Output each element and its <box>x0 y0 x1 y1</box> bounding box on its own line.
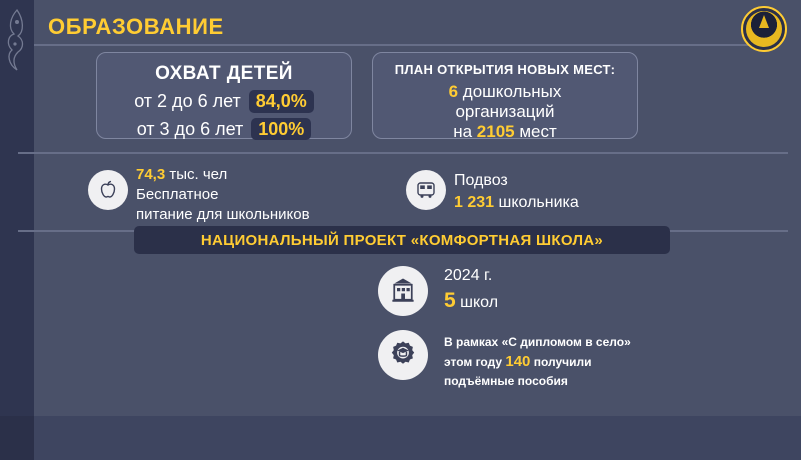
coverage-row <box>97 90 351 113</box>
footer-strip <box>0 416 801 460</box>
plan-organizations-count: 6 <box>448 82 459 101</box>
diploma-line2-suffix: получили <box>533 355 592 370</box>
gear-glyph <box>387 339 419 371</box>
plan-places-suffix: мест <box>519 122 557 142</box>
gear-graduate-icon <box>378 330 428 380</box>
diploma-program-text <box>444 334 631 391</box>
transport-line1: Подвоз <box>454 172 508 189</box>
coverage-row-value: 84,0% <box>249 90 314 113</box>
plan-places-prefix: на <box>453 122 473 142</box>
apple-icon <box>88 170 128 210</box>
schools-unit: школ <box>460 293 499 311</box>
plan-places-count: 2105 <box>476 122 515 142</box>
floral-ornament-icon <box>2 8 32 72</box>
emblem-inner-shape <box>746 11 782 47</box>
header-divider <box>34 44 754 46</box>
footer-accent-block <box>0 416 34 460</box>
free-meals-line3: питание для школьников <box>136 205 310 223</box>
transport-number: 1 231 <box>454 193 495 211</box>
transport-text <box>454 170 579 213</box>
diploma-line2-prefix: этом году <box>444 355 503 370</box>
bus-glyph <box>414 178 438 202</box>
page-title: ОБРАЗОВАНИЕ <box>48 14 224 39</box>
free-meals-unit: тыс. чел <box>169 166 228 183</box>
coverage-row <box>97 118 351 141</box>
diploma-number: 140 <box>505 353 531 371</box>
school-building-icon <box>378 266 428 316</box>
section-divider-top <box>18 152 788 154</box>
coat-of-arms-icon <box>741 6 787 52</box>
national-project-banner: НАЦИОНАЛЬНЫЙ ПРОЕКТ «КОМФОРТНАЯ ШКОЛА» <box>134 226 670 254</box>
diploma-line1: В рамках «С дипломом в село» <box>444 335 631 349</box>
bus-icon <box>406 170 446 210</box>
coverage-card-title: ОХВАТ ДЕТЕЙ <box>155 63 293 84</box>
coverage-row-value: 100% <box>251 118 311 141</box>
diploma-line3: подъёмные пособия <box>444 374 568 389</box>
coverage-row-label: от 2 до 6 лет <box>134 90 241 111</box>
schools-number: 5 <box>444 288 456 312</box>
schools-year: 2024 г. <box>444 267 493 284</box>
plan-organizations-label: дошкольных <box>462 82 562 101</box>
plan-card-body <box>373 82 637 142</box>
free-meals-text <box>136 165 310 224</box>
free-meals-number: 74,3 <box>136 166 166 183</box>
apple-glyph <box>96 178 120 202</box>
schools-text <box>444 266 498 314</box>
free-meals-line2: Бесплатное <box>136 185 219 203</box>
plan-organizations-label2: организаций <box>455 102 555 122</box>
coverage-row-label: от 3 до 6 лет <box>136 118 244 139</box>
plan-card-title: ПЛАН ОТКРЫТИЯ НОВЫХ МЕСТ: <box>394 62 616 77</box>
school-glyph <box>388 276 418 306</box>
coverage-card <box>96 52 352 139</box>
transport-unit: школьника <box>498 193 579 211</box>
new-places-plan-card <box>372 52 638 142</box>
